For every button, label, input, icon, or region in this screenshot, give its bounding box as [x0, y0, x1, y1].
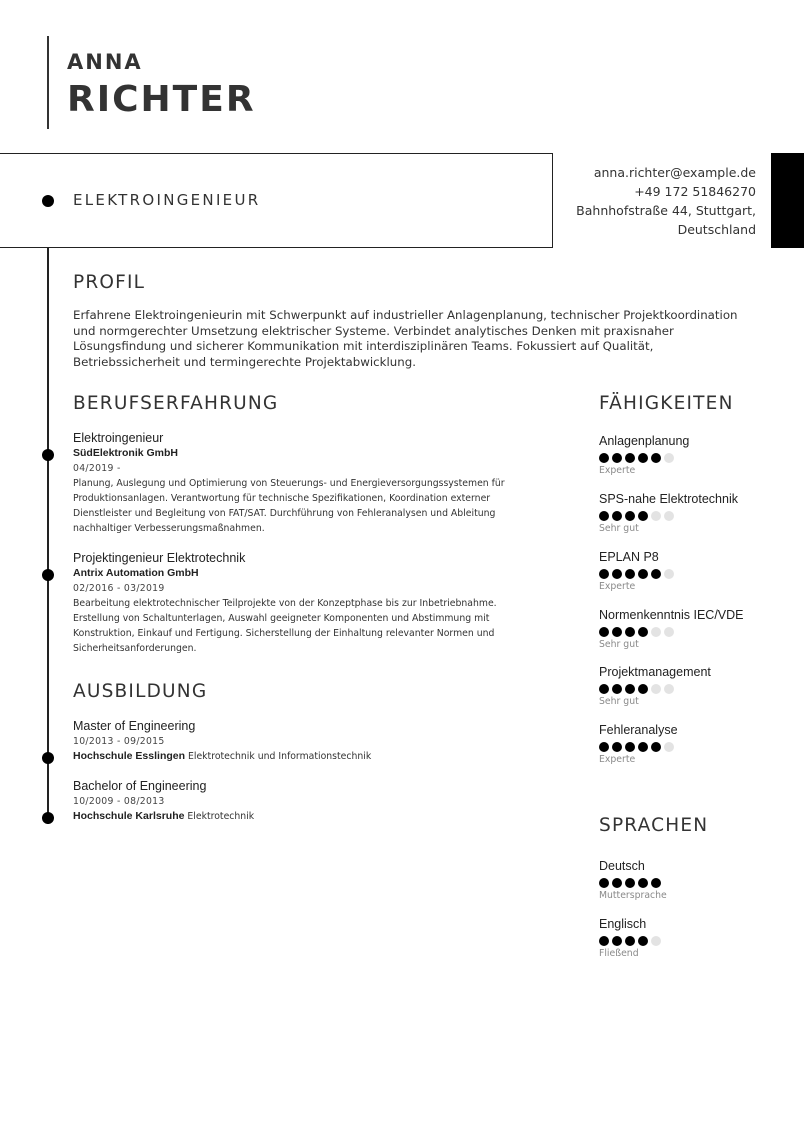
rating-dot-filled-icon	[612, 569, 622, 579]
rating-dot-filled-icon	[599, 569, 609, 579]
job-title: ELEKTROINGENIEUR	[73, 191, 261, 209]
rating-dot-filled-icon	[599, 742, 609, 752]
skill-item	[599, 607, 779, 652]
skill-rating	[599, 507, 779, 521]
contact-address-line2: Deutschland	[677, 222, 756, 237]
education-degree: Master of Engineering	[73, 719, 196, 733]
education-entry	[73, 778, 543, 824]
skill-name: Anlagenplanung	[599, 434, 690, 448]
rating-dot-empty-icon	[651, 511, 661, 521]
rating-dot-filled-icon	[638, 936, 648, 946]
rating-dot-filled-icon	[612, 742, 622, 752]
skill-name: Fehleranalyse	[599, 723, 678, 737]
rating-dot-filled-icon	[638, 627, 648, 637]
skill-rating	[599, 623, 779, 637]
experience-heading: BERUFSERFAHRUNG	[73, 393, 279, 414]
education-institution-line	[73, 749, 543, 764]
rating-dot-filled-icon	[651, 878, 661, 888]
rating-dot-filled-icon	[638, 511, 648, 521]
rating-dot-empty-icon	[664, 453, 674, 463]
skill-item	[599, 664, 779, 709]
skill-level: Experte	[599, 465, 636, 476]
rating-dot-filled-icon	[612, 453, 622, 463]
education-heading: AUSBILDUNG	[73, 681, 208, 702]
title-bullet-icon	[42, 195, 54, 207]
rating-dot-filled-icon	[638, 742, 648, 752]
language-level: Fließend	[599, 948, 639, 959]
contact-phone[interactable]: +49 172 51846270	[634, 184, 756, 199]
rating-dot-filled-icon	[612, 936, 622, 946]
rating-dot-filled-icon	[625, 453, 635, 463]
language-item	[599, 916, 779, 961]
experience-role: Elektroingenieur	[73, 431, 164, 445]
skills-heading: FÄHIGKEITEN	[599, 393, 734, 414]
rating-dot-filled-icon	[612, 684, 622, 694]
skill-name: EPLAN P8	[599, 550, 659, 564]
experience-description: Planung, Auslegung und Optimierung von Steuerungs- und Energieversorgungssystemen für Produktionsanlagen. Verantwortung für technische Spezifikationen, Koordination externer Dienstleister und Begleitung von FAT/SAT. Durchführung von Fehleranalysen und Ableitung nachhaltiger Verbesserungsmaßnahmen.	[73, 478, 505, 534]
skill-rating	[599, 738, 779, 752]
language-name: Deutsch	[599, 859, 645, 873]
language-rating	[599, 932, 779, 946]
rating-dot-filled-icon	[625, 684, 635, 694]
experience-entry	[73, 550, 543, 656]
education-institution: Hochschule Karlsruhe	[73, 810, 185, 822]
profile-text: Erfahrene Elektroingenieurin mit Schwerpunkt auf industrieller Anlagenplanung, technischer Projektkoordination und normgerechter Umsetzung elektrischer Systeme. Verbindet analytisches Denken mit praxisnaher Lösungsfindung und sicherer Kommunikation mit interdisziplinären Teams. Fokussiert auf Qualität, Betriebssicherheit und termingerechte Projektabwicklung.	[73, 308, 738, 370]
profile-heading: PROFIL	[73, 272, 146, 293]
rating-dot-filled-icon	[625, 878, 635, 888]
rating-dot-filled-icon	[625, 627, 635, 637]
languages-heading: SPRACHEN	[599, 815, 709, 836]
rating-dot-filled-icon	[599, 627, 609, 637]
rating-dot-filled-icon	[651, 742, 661, 752]
contact-block	[576, 163, 756, 239]
timeline-dot-icon	[42, 569, 54, 581]
timeline-dot-icon	[42, 449, 54, 461]
rating-dot-filled-icon	[599, 511, 609, 521]
rating-dot-filled-icon	[612, 511, 622, 521]
skill-level: Sehr gut	[599, 639, 639, 650]
rating-dot-filled-icon	[599, 878, 609, 888]
education-date: 10/2009 - 08/2013	[73, 796, 165, 807]
skill-name: Normenkenntnis IEC/VDE	[599, 608, 744, 622]
rating-dot-filled-icon	[638, 453, 648, 463]
rating-dot-filled-icon	[638, 684, 648, 694]
rating-dot-filled-icon	[599, 453, 609, 463]
skill-rating	[599, 449, 779, 463]
skill-level: Sehr gut	[599, 523, 639, 534]
rating-dot-empty-icon	[664, 742, 674, 752]
language-item	[599, 858, 779, 903]
first-name: ANNA	[67, 50, 143, 74]
education-entry	[73, 718, 543, 764]
timeline-line	[47, 248, 49, 824]
rating-dot-empty-icon	[651, 936, 661, 946]
education-field: Elektrotechnik und Informationstechnik	[188, 751, 372, 762]
rating-dot-filled-icon	[625, 569, 635, 579]
skill-item	[599, 491, 779, 536]
skill-item	[599, 722, 779, 767]
rating-dot-filled-icon	[651, 569, 661, 579]
experience-date: 02/2016 - 03/2019	[73, 583, 165, 594]
decorative-tab	[771, 153, 804, 248]
name-accent-bar	[47, 36, 49, 129]
skill-rating	[599, 680, 779, 694]
skill-level: Sehr gut	[599, 696, 639, 707]
rating-dot-empty-icon	[664, 627, 674, 637]
rating-dot-empty-icon	[664, 569, 674, 579]
education-field: Elektrotechnik	[187, 811, 255, 822]
language-name: Englisch	[599, 917, 647, 931]
rating-dot-filled-icon	[638, 569, 648, 579]
education-institution-line	[73, 809, 543, 824]
rating-dot-filled-icon	[612, 627, 622, 637]
rating-dot-filled-icon	[625, 936, 635, 946]
skill-name: Projektmanagement	[599, 665, 711, 679]
experience-description: Bearbeitung elektrotechnischer Teilprojekte von der Konzeptphase bis zur Inbetriebnahme. Erstellung von Schaltunterlagen, Auswahl geeigneter Komponenten und Abstimmung mit Konstruktion, Einkauf und Fertigung. Sicherstellung der Einhaltung relevanter Normen und Sicherheitsanforderungen.	[73, 598, 497, 654]
experience-date: 04/2019 -	[73, 463, 121, 474]
rating-dot-filled-icon	[651, 453, 661, 463]
education-institution: Hochschule Esslingen	[73, 750, 186, 762]
skill-item	[599, 549, 779, 594]
rating-dot-empty-icon	[651, 627, 661, 637]
rating-dot-empty-icon	[651, 684, 661, 694]
skill-level: Experte	[599, 581, 636, 592]
rating-dot-filled-icon	[625, 742, 635, 752]
timeline-dot-icon	[42, 812, 54, 824]
language-level: Muttersprache	[599, 890, 667, 901]
rating-dot-filled-icon	[625, 511, 635, 521]
rating-dot-filled-icon	[599, 936, 609, 946]
rating-dot-empty-icon	[664, 511, 674, 521]
contact-address-line1: Bahnhofstraße 44, Stuttgart,	[576, 203, 756, 218]
skill-rating	[599, 565, 779, 579]
timeline-dot-icon	[42, 752, 54, 764]
skill-level: Experte	[599, 754, 636, 765]
experience-company: SüdElektronik GmbH	[73, 447, 179, 459]
contact-email[interactable]: anna.richter@example.de	[593, 165, 756, 180]
experience-role: Projektingenieur Elektrotechnik	[73, 551, 246, 565]
language-rating	[599, 874, 779, 888]
experience-entry	[73, 430, 543, 536]
rating-dot-filled-icon	[638, 878, 648, 888]
skill-item	[599, 433, 779, 478]
rating-dot-filled-icon	[599, 684, 609, 694]
rating-dot-filled-icon	[612, 878, 622, 888]
rating-dot-empty-icon	[664, 684, 674, 694]
last-name: RICHTER	[67, 79, 256, 120]
education-date: 10/2013 - 09/2015	[73, 736, 165, 747]
education-degree: Bachelor of Engineering	[73, 779, 207, 793]
skill-name: SPS-nahe Elektrotechnik	[599, 492, 738, 506]
experience-company: Antrix Automation GmbH	[73, 567, 199, 579]
